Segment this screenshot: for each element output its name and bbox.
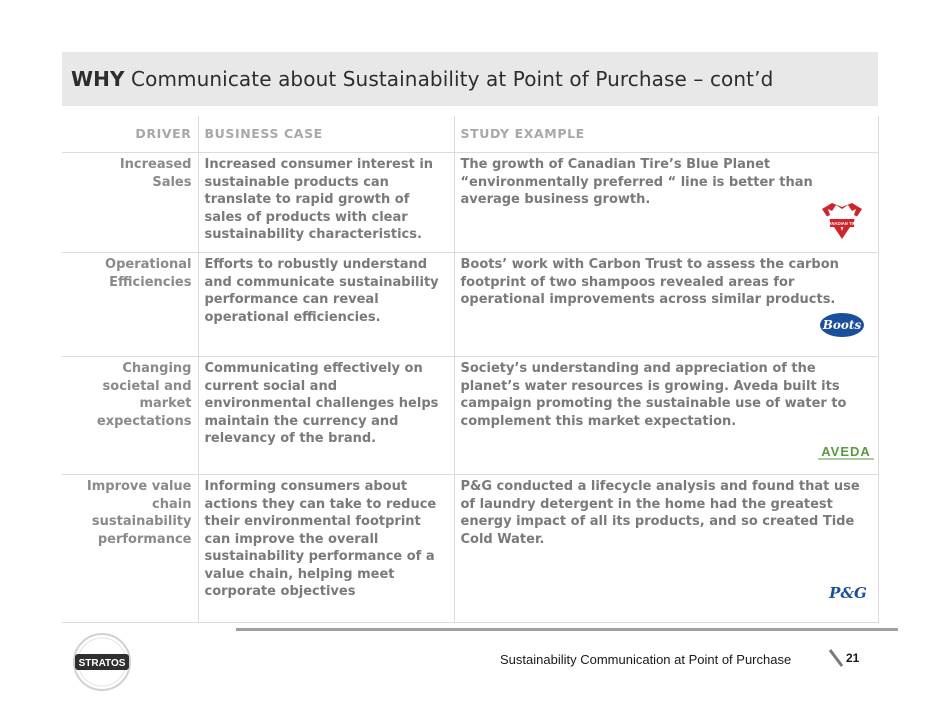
study-example-text: The growth of Canadian Tire’s Blue Planet “environmentally preferred “ line is better than average business growth. [460,157,813,207]
header-study-example: STUDY EXAMPLE [454,116,878,153]
business-case-cell: Efforts to robustly understand and communicate sustainability performance can reveal operational efficiencies. [198,253,454,357]
driver-cell: Improve value chain sustainability performance [62,475,198,623]
title-rest: Communicate about Sustainability at Point of Purchase – cont’d [124,67,774,91]
study-example-text: Boots’ work with Carbon Trust to assess the carbon footprint of two shampoos revealed areas for operational improvements across similar products. [460,257,839,307]
svg-text:P&G: P&G [828,583,867,602]
page-title [71,67,773,91]
study-example-cell [454,357,878,475]
study-example-cell [454,153,878,253]
svg-text:AVEDA: AVEDA [820,443,871,459]
business-case-cell: Communicating effectively on current social and environmental challenges helps maintain the currency and relevancy of the brand. [198,357,454,475]
pg-logo [828,583,868,609]
study-example-text: P&G conducted a lifecycle analysis and found that use of laundry detergent in the home had the greatest energy impact of all its products, and so created Tide Cold Water. [460,479,860,547]
header-driver: DRIVER [62,116,198,153]
slash-icon [828,648,844,672]
header-row [62,116,878,153]
business-case-cell: Informing consumers about actions they can take to reduce their environmental footprint can improve the overall sustainability performance of a value chain, helping meet corporate objectives [198,475,454,623]
business-case-cell: Increased consumer interest in sustainable products can translate to rapid growth of sales of products with clear sustainability characteristics. [198,153,454,253]
svg-text:CANADIAN TIRE: CANADIAN TIRE [824,220,859,226]
table-row [62,153,878,253]
footer-divider [236,628,898,631]
table-row [62,253,878,357]
header-business-case: BUSINESS CASE [198,116,454,153]
driver-cell: Changing societal and market expectations [62,357,198,475]
study-example-cell [454,475,878,623]
table-row [62,475,878,623]
table-row [62,357,878,475]
aveda-logo [816,443,876,469]
boots-logo [818,311,866,345]
stratos-logo [66,628,146,702]
title-bold: WHY [71,67,125,91]
canadian-tire-logo [820,201,864,247]
study-example-text: Society’s understanding and appreciation of the planet’s water resources is growing. Aveda built its campaign promoting the sustainable use of water to complement this market expectation. [460,361,847,429]
svg-text:Boots: Boots [822,317,861,332]
footer-title: Sustainability Communication at Point of Purchase [500,652,792,667]
drivers-table [62,116,879,623]
svg-text:STRATOS: STRATOS [78,658,126,669]
driver-cell: Operational Efficiencies [62,253,198,357]
study-example-cell [454,253,878,357]
driver-cell: Increased Sales [62,153,198,253]
page-number: 21 [846,651,860,665]
title-bar [62,52,878,106]
